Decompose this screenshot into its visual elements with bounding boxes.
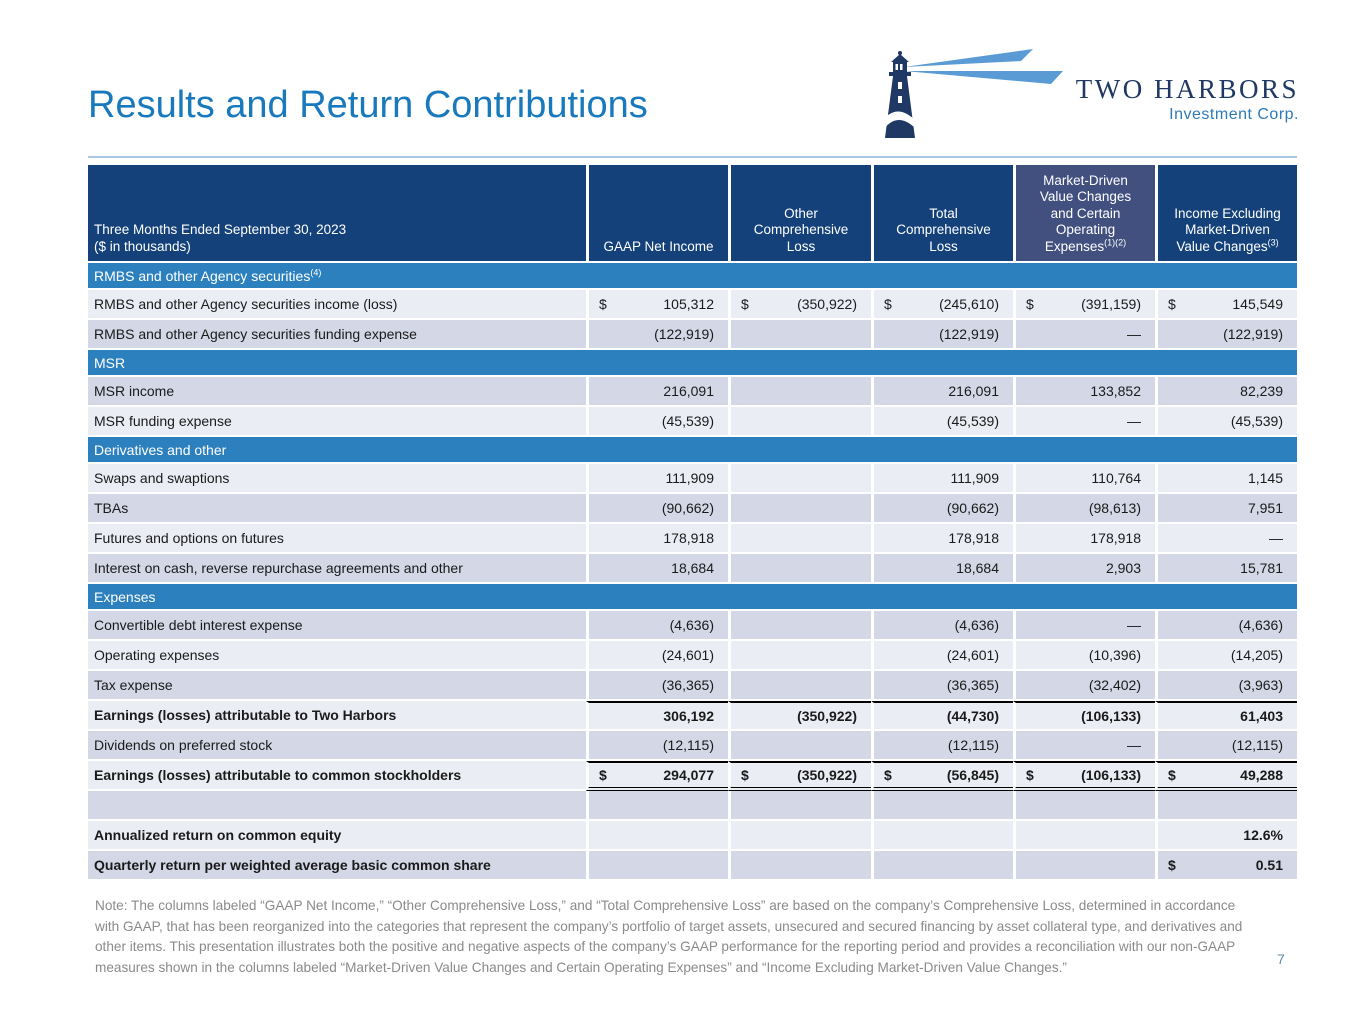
cell-value: 18,684: [956, 560, 999, 576]
value-cell: [1155, 464, 1297, 494]
value-cell: [586, 377, 728, 407]
cell-value: 306,192: [663, 708, 714, 724]
value-cell: [728, 641, 871, 671]
row-label: RMBS and other Agency securities income (loss): [88, 290, 586, 320]
column-header: Other Comprehensive Loss: [728, 165, 871, 263]
cell-value: (12,115): [662, 737, 714, 753]
row-label: Earnings (losses) attributable to Two Harbors: [88, 701, 586, 731]
row-label: Futures and options on futures: [88, 524, 586, 554]
footnote: Note: The columns labeled “GAAP Net Income,” “Other Comprehensive Loss,” and “Total Comprehensive Loss” are based on the company’s Comprehensive Loss, determined in accordance with GAAP, that has been reorganized into the categories that represent the company’s portfolio of target assets, unsecured and secured financing by asset collateral type, and derivatives and other items. This presentation illustrates both the positive and negative aspects of the company’s GAAP performance for the reporting period and provides a reconciliation with our non-GAAP measures shown in the columns labeled “Market-Driven Value Changes and Certain Operating Expenses” and “Income Excluding Market-Driven Value Changes.”: [95, 898, 1243, 975]
row-label: Convertible debt interest expense: [88, 611, 586, 641]
row-label: Tax expense: [88, 671, 586, 701]
value-cell: [728, 611, 871, 641]
value-cell: [1155, 494, 1297, 524]
table-row: [88, 377, 1297, 407]
cell-value: (350,922): [797, 708, 857, 724]
table-row: [88, 320, 1297, 350]
value-cell: [1013, 554, 1155, 584]
header-footnote-ref: (3): [1267, 237, 1279, 247]
value-cell: [1155, 524, 1297, 554]
cell-value: 216,091: [663, 383, 714, 399]
cell-value: 2,903: [1105, 560, 1141, 576]
value-cell: [1155, 821, 1297, 851]
table-row: [88, 761, 1297, 791]
cell-value: (90,662): [946, 500, 999, 516]
value-cell: [728, 791, 871, 821]
value-cell: [871, 554, 1013, 584]
value-cell: [871, 611, 1013, 641]
value-cell: [728, 464, 871, 494]
section-label: Derivatives and other: [88, 437, 1297, 464]
cell-value: —: [1127, 617, 1141, 633]
cell-value: (12,115): [1231, 737, 1283, 753]
dollar-sign: $: [1026, 767, 1034, 783]
section-label: Expenses: [88, 584, 1297, 611]
cell-value: (106,133): [1081, 767, 1141, 783]
value-cell: [1155, 611, 1297, 641]
value-cell: [1013, 731, 1155, 761]
row-label: Operating expenses: [88, 641, 586, 671]
value-cell: [1155, 290, 1297, 320]
column-header: Market-Driven Value Changes and Certain Operating Expenses$^{(1)(2)}$: [1013, 165, 1155, 263]
section-row: [88, 437, 1297, 464]
value-cell: [728, 407, 871, 437]
cell-value: (36,365): [661, 677, 714, 693]
table-row: [88, 554, 1297, 584]
value-cell: [586, 290, 728, 320]
row-label: Quarterly return per weighted average basic common share: [88, 851, 586, 881]
dollar-sign: $: [599, 767, 607, 783]
value-cell: [586, 407, 728, 437]
cell-value: —: [1127, 326, 1141, 342]
value-cell: [586, 851, 728, 881]
cell-value: (14,205): [1230, 647, 1283, 663]
value-cell: [728, 320, 871, 350]
section-label: MSR: [88, 350, 1297, 377]
table-row: [88, 407, 1297, 437]
cell-value: —: [1127, 737, 1141, 753]
value-cell: [586, 701, 728, 731]
value-cell: [1013, 494, 1155, 524]
section-row: [88, 263, 1297, 290]
cell-value: —: [1127, 413, 1141, 429]
value-cell: [871, 641, 1013, 671]
section-label: RMBS and other Agency securities$^{(4)}$: [88, 263, 1297, 290]
column-header: Three Months Ended September 30, 2023 ($ in thousands): [88, 165, 586, 263]
row-label: [88, 791, 586, 821]
page-number: 7: [1277, 951, 1285, 967]
cell-value: (350,922): [797, 296, 857, 312]
value-cell: [871, 731, 1013, 761]
table-row: [88, 524, 1297, 554]
cell-value: 7,951: [1247, 500, 1283, 516]
value-cell: [728, 671, 871, 701]
value-cell: [1013, 320, 1155, 350]
table-row: [88, 494, 1297, 524]
row-label: TBAs: [88, 494, 586, 524]
value-cell: [871, 791, 1013, 821]
header-row: [88, 165, 1297, 263]
value-cell: [1155, 671, 1297, 701]
cell-value: (12,115): [947, 737, 999, 753]
table-header: [88, 165, 1297, 263]
cell-value: 216,091: [948, 383, 999, 399]
cell-value: 133,852: [1090, 383, 1141, 399]
cell-value: 12.6%: [1243, 827, 1283, 843]
cell-value: (24,601): [946, 647, 999, 663]
cell-value: 294,077: [663, 767, 714, 783]
cell-value: (350,922): [797, 767, 857, 783]
cell-value: (391,159): [1081, 296, 1141, 312]
cell-value: (4,636): [1238, 617, 1283, 633]
cell-value: 18,684: [671, 560, 714, 576]
cell-value: 1,145: [1247, 470, 1283, 486]
value-cell: [1155, 761, 1297, 791]
value-cell: [728, 851, 871, 881]
value-cell: [586, 554, 728, 584]
value-cell: [871, 320, 1013, 350]
two-harbors-logo: [858, 46, 1299, 141]
cell-value: (122,919): [939, 326, 999, 342]
value-cell: [871, 671, 1013, 701]
value-cell: [1013, 464, 1155, 494]
value-cell: [728, 731, 871, 761]
table-body: [88, 263, 1297, 881]
value-cell: [728, 701, 871, 731]
table-row: [88, 851, 1297, 881]
value-cell: [728, 290, 871, 320]
value-cell: [1155, 641, 1297, 671]
cell-value: (122,919): [654, 326, 714, 342]
value-cell: [1013, 377, 1155, 407]
table-row: [88, 821, 1297, 851]
value-cell: [871, 377, 1013, 407]
row-label: Interest on cash, reverse repurchase agreements and other: [88, 554, 586, 584]
column-header: Total Comprehensive Loss: [871, 165, 1013, 263]
value-cell: [1013, 611, 1155, 641]
table-row: [88, 791, 1297, 821]
cell-value: 15,781: [1240, 560, 1283, 576]
value-cell: [728, 524, 871, 554]
cell-value: 105,312: [663, 296, 714, 312]
table-row: [88, 701, 1297, 731]
cell-value: (106,133): [1081, 708, 1141, 724]
value-cell: [1013, 791, 1155, 821]
value-cell: [871, 407, 1013, 437]
cell-value: 111,909: [665, 470, 714, 486]
value-cell: [1155, 731, 1297, 761]
table-row: [88, 641, 1297, 671]
logo-subtitle: Investment Corp.: [1169, 106, 1299, 123]
value-cell: [586, 524, 728, 554]
cell-value: 61,403: [1240, 708, 1283, 724]
row-label: Annualized return on common equity: [88, 821, 586, 851]
row-label: MSR funding expense: [88, 407, 586, 437]
cell-value: (45,539): [946, 413, 999, 429]
value-cell: [871, 821, 1013, 851]
column-header: GAAP Net Income: [586, 165, 728, 263]
value-cell: [871, 851, 1013, 881]
cell-value: 49,288: [1240, 767, 1283, 783]
table-row: [88, 731, 1297, 761]
value-cell: [728, 377, 871, 407]
cell-value: (98,613): [1088, 500, 1141, 516]
row-label: Dividends on preferred stock: [88, 731, 586, 761]
value-cell: [871, 494, 1013, 524]
dollar-sign: $: [1026, 296, 1034, 312]
cell-value: 145,549: [1232, 296, 1283, 312]
cell-value: 0.51: [1255, 857, 1283, 873]
table-row: [88, 290, 1297, 320]
cell-value: (44,730): [946, 708, 999, 724]
value-cell: [1013, 851, 1155, 881]
table-row: [88, 464, 1297, 494]
dollar-sign: $: [884, 296, 892, 312]
lighthouse-icon: [858, 46, 1068, 141]
page-title: Results and Return Contributions: [88, 84, 648, 126]
cell-value: (56,845): [946, 767, 999, 783]
value-cell: [1155, 320, 1297, 350]
value-cell: [1013, 641, 1155, 671]
value-cell: [1013, 701, 1155, 731]
value-cell: [871, 290, 1013, 320]
section-row: [88, 350, 1297, 377]
cell-value: 178,918: [1090, 530, 1141, 546]
value-cell: [1155, 377, 1297, 407]
dollar-sign: $: [1168, 767, 1176, 783]
value-cell: [1155, 791, 1297, 821]
cell-value: (90,662): [661, 500, 714, 516]
header-footnote-ref: (1)(2): [1104, 237, 1127, 247]
value-cell: [728, 554, 871, 584]
value-cell: [1155, 407, 1297, 437]
value-cell: [1013, 290, 1155, 320]
value-cell: [586, 464, 728, 494]
value-cell: [586, 320, 728, 350]
value-cell: [1013, 524, 1155, 554]
cell-value: (122,919): [1223, 326, 1283, 342]
cell-value: —: [1269, 530, 1283, 546]
dollar-sign: $: [599, 296, 607, 312]
value-cell: [1155, 851, 1297, 881]
value-cell: [586, 821, 728, 851]
value-cell: [871, 701, 1013, 731]
value-cell: [586, 611, 728, 641]
row-label: MSR income: [88, 377, 586, 407]
value-cell: [586, 761, 728, 791]
cell-value: 82,239: [1240, 383, 1283, 399]
value-cell: [1155, 554, 1297, 584]
cell-value: (245,610): [939, 296, 999, 312]
dollar-sign: $: [1168, 857, 1176, 873]
column-header: Income Excluding Market-Driven Value Changes$^{(3)}$: [1155, 165, 1297, 263]
cell-value: 110,764: [1091, 470, 1141, 486]
value-cell: [728, 761, 871, 791]
cell-value: (10,396): [1088, 647, 1141, 663]
title-divider: [88, 156, 1297, 158]
dollar-sign: $: [884, 767, 892, 783]
row-label: Earnings (losses) attributable to common stockholders: [88, 761, 586, 791]
results-table: [88, 165, 1297, 881]
value-cell: [871, 761, 1013, 791]
value-cell: [871, 524, 1013, 554]
table-row: [88, 671, 1297, 701]
row-label: Swaps and swaptions: [88, 464, 586, 494]
cell-value: (36,365): [946, 677, 999, 693]
cell-value: (4,636): [669, 617, 714, 633]
value-cell: [728, 821, 871, 851]
value-cell: [1013, 407, 1155, 437]
dollar-sign: $: [1168, 296, 1176, 312]
table-row: [88, 611, 1297, 641]
cell-value: 178,918: [948, 530, 999, 546]
cell-value: 178,918: [663, 530, 714, 546]
value-cell: [586, 641, 728, 671]
value-cell: [871, 464, 1013, 494]
section-footnote-ref: (4): [310, 266, 322, 277]
value-cell: [1013, 671, 1155, 701]
value-cell: [586, 671, 728, 701]
cell-value: (45,539): [661, 413, 714, 429]
value-cell: [1155, 701, 1297, 731]
cell-value: (24,601): [661, 647, 714, 663]
value-cell: [1013, 761, 1155, 791]
dollar-sign: $: [741, 296, 749, 312]
value-cell: [586, 731, 728, 761]
cell-value: 111,909: [950, 470, 999, 486]
cell-value: (4,636): [954, 617, 999, 633]
row-label: RMBS and other Agency securities funding expense: [88, 320, 586, 350]
value-cell: [1013, 821, 1155, 851]
value-cell: [586, 494, 728, 524]
section-row: [88, 584, 1297, 611]
cell-value: (3,963): [1238, 677, 1283, 693]
dollar-sign: $: [741, 767, 749, 783]
value-cell: [728, 494, 871, 524]
cell-value: (32,402): [1088, 677, 1141, 693]
cell-value: (45,539): [1230, 413, 1283, 429]
value-cell: [586, 791, 728, 821]
logo-wordmark: TWO HARBORS: [1075, 74, 1299, 104]
